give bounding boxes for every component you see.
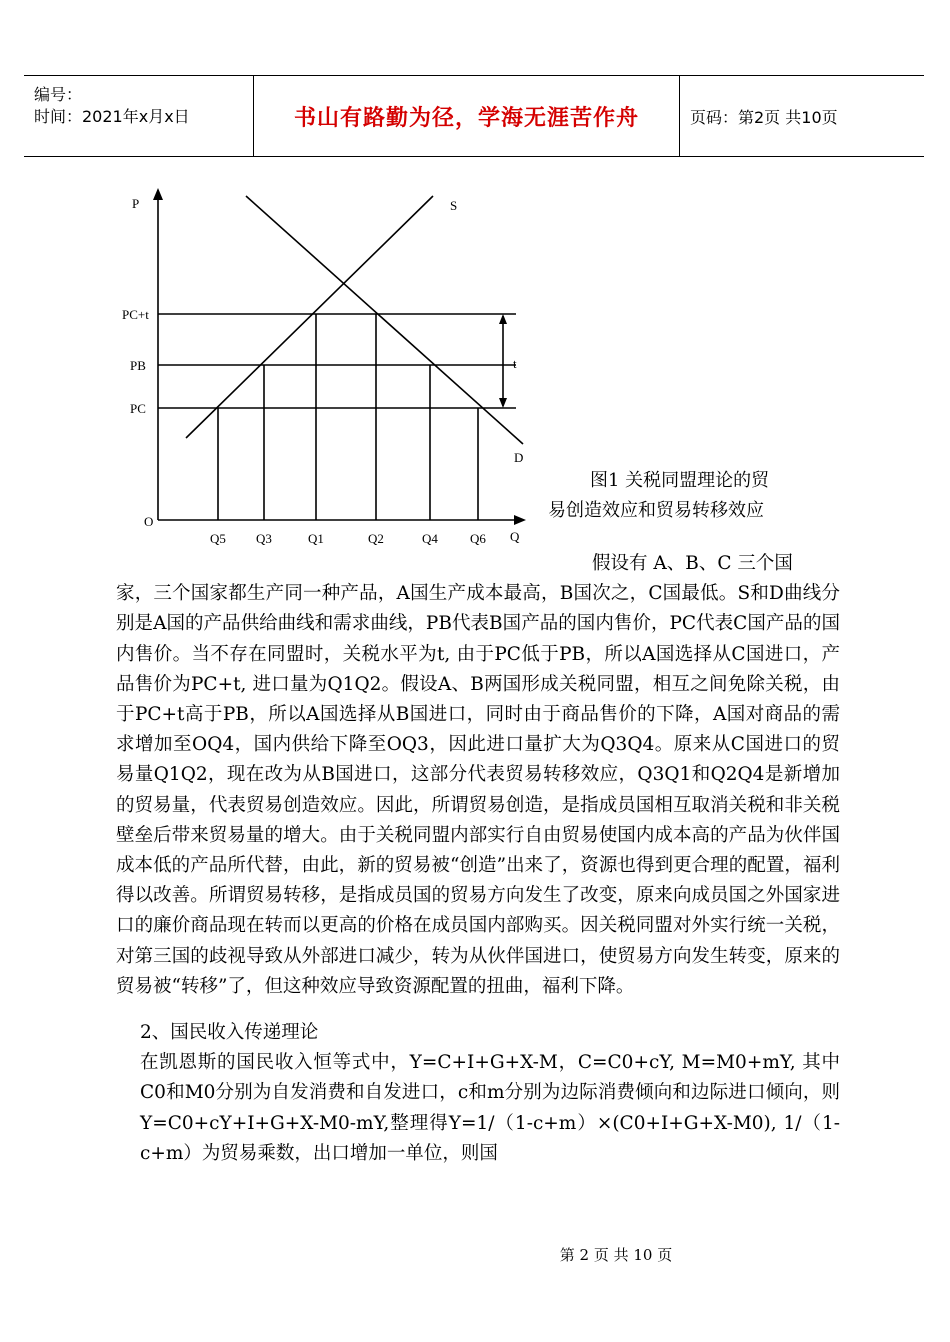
tick-q6: Q6 bbox=[470, 531, 486, 546]
supply-curve bbox=[186, 196, 433, 438]
number-label: 编号： bbox=[34, 85, 83, 104]
supply-label: S bbox=[450, 198, 458, 213]
price-label-pc-t: PC+t bbox=[122, 307, 149, 322]
paragraph-1 bbox=[116, 549, 840, 1002]
header-motto: 书山有路勤为径，学海无涯苦作舟 bbox=[253, 76, 680, 156]
tariff-label: t bbox=[513, 356, 517, 371]
tariff-arrow-bottom bbox=[499, 398, 507, 408]
header-page-label: 页码：第2页 共10页 bbox=[690, 107, 838, 127]
page-header bbox=[24, 75, 924, 157]
x-axis-arrow bbox=[514, 515, 526, 525]
section-title: 2、国民收入传递理论 bbox=[140, 1022, 319, 1044]
price-label-pb: PB bbox=[130, 358, 146, 373]
paragraph-1-rest: 家，三个国家都生产同一种产品，A国生产成本最高，B国次之，C国最低。S和D曲线分别是A国的产品供给曲线和需求曲线，PB代表B国产品的国内售价，PC代表C国产品的国内售价。当不存在同盟时，关税水平为t, 由于PC低于PB，所以A国选择从C国进口，产品售价为PC+t, 进口量为Q1Q2。假设A、B两国形成关税同盟，相互之间免除关税，由于PC+t高于PB，所以A国选择从B国进口，同时由于商品售价的下降，A国对商品的需求增加至OQ4，国内供给下降至OQ3，因此进口量扩大为Q3Q4。原来从C国进口的贸易量Q1Q2，现在改为从B国进口，这部分代表贸易转移效应，Q3Q1和Q2Q4是新增加的贸易量，代表贸易创造效应。因此，所谓贸易创造，是指成员国相互取消关税和非关税壁垒后带来贸易量的增大。由于关税同盟内部实行自由贸易使国内成本高的产品为伙伴国成本低的产品所代替，由此，新的贸易被“创造”出来了，资源也得到更合理的配置，福利得以改善。所谓贸易转移，是指成员国的贸易方向发生了改变，原来向成员国之外国家进口的廉价商品现在转而以更高的价格在成员国内部购买。因关税同盟对外实行统一关税，对第三国的歧视导致从外部进口减少，转为从伙伴国进口，使贸易方向发生转变，原来的贸易被“转移”了，但这种效应导致资源配置的扭曲，福利下降。 bbox=[116, 583, 840, 997]
caption-line-1: 图1 关税同盟理论的贸 bbox=[590, 470, 770, 491]
time-label: 时间：2021年x月x日 bbox=[34, 107, 190, 126]
demand-label: D bbox=[514, 450, 524, 465]
tick-q4: Q4 bbox=[422, 531, 438, 546]
figure-caption bbox=[548, 466, 848, 526]
caption-line-2: 易创造效应和贸易转移效应 bbox=[548, 500, 764, 521]
tick-q1: Q1 bbox=[308, 531, 324, 546]
y-axis-label: P bbox=[132, 196, 140, 211]
origin-label: O bbox=[144, 514, 154, 529]
paragraph-1-first-line: 假设有 A、B、C 三个国 bbox=[592, 553, 793, 574]
tick-q2: Q2 bbox=[368, 531, 384, 546]
header-meta bbox=[24, 76, 253, 156]
x-axis-label: Q bbox=[510, 529, 520, 544]
demand-curve bbox=[246, 196, 523, 444]
tariff-arrow-top bbox=[499, 314, 507, 324]
page-footer: 第 2 页 共 10 页 bbox=[559, 1246, 673, 1264]
y-axis-arrow bbox=[153, 188, 163, 200]
tick-q3: Q3 bbox=[256, 531, 272, 546]
tick-q5: Q5 bbox=[210, 531, 226, 546]
body-text bbox=[116, 549, 840, 1169]
customs-union-graph bbox=[118, 186, 538, 556]
price-label-pc: PC bbox=[130, 401, 146, 416]
paragraph-2: 在凯恩斯的国民收入恒等式中，Y=C+I+G+X-M，C=C0+cY, M=M0+mY, 其中C0和M0分别为自发消费和自发进口，c和m分别为边际消费倾向和边际进口倾向，则Y=C0+cY+I+G+X-M0-mY,整理得Y=1/（1-c+m）×(C0+I+G+X-M0), 1/（1-c+m）为贸易乘数，出口增加一单位，则国 bbox=[140, 1052, 840, 1164]
